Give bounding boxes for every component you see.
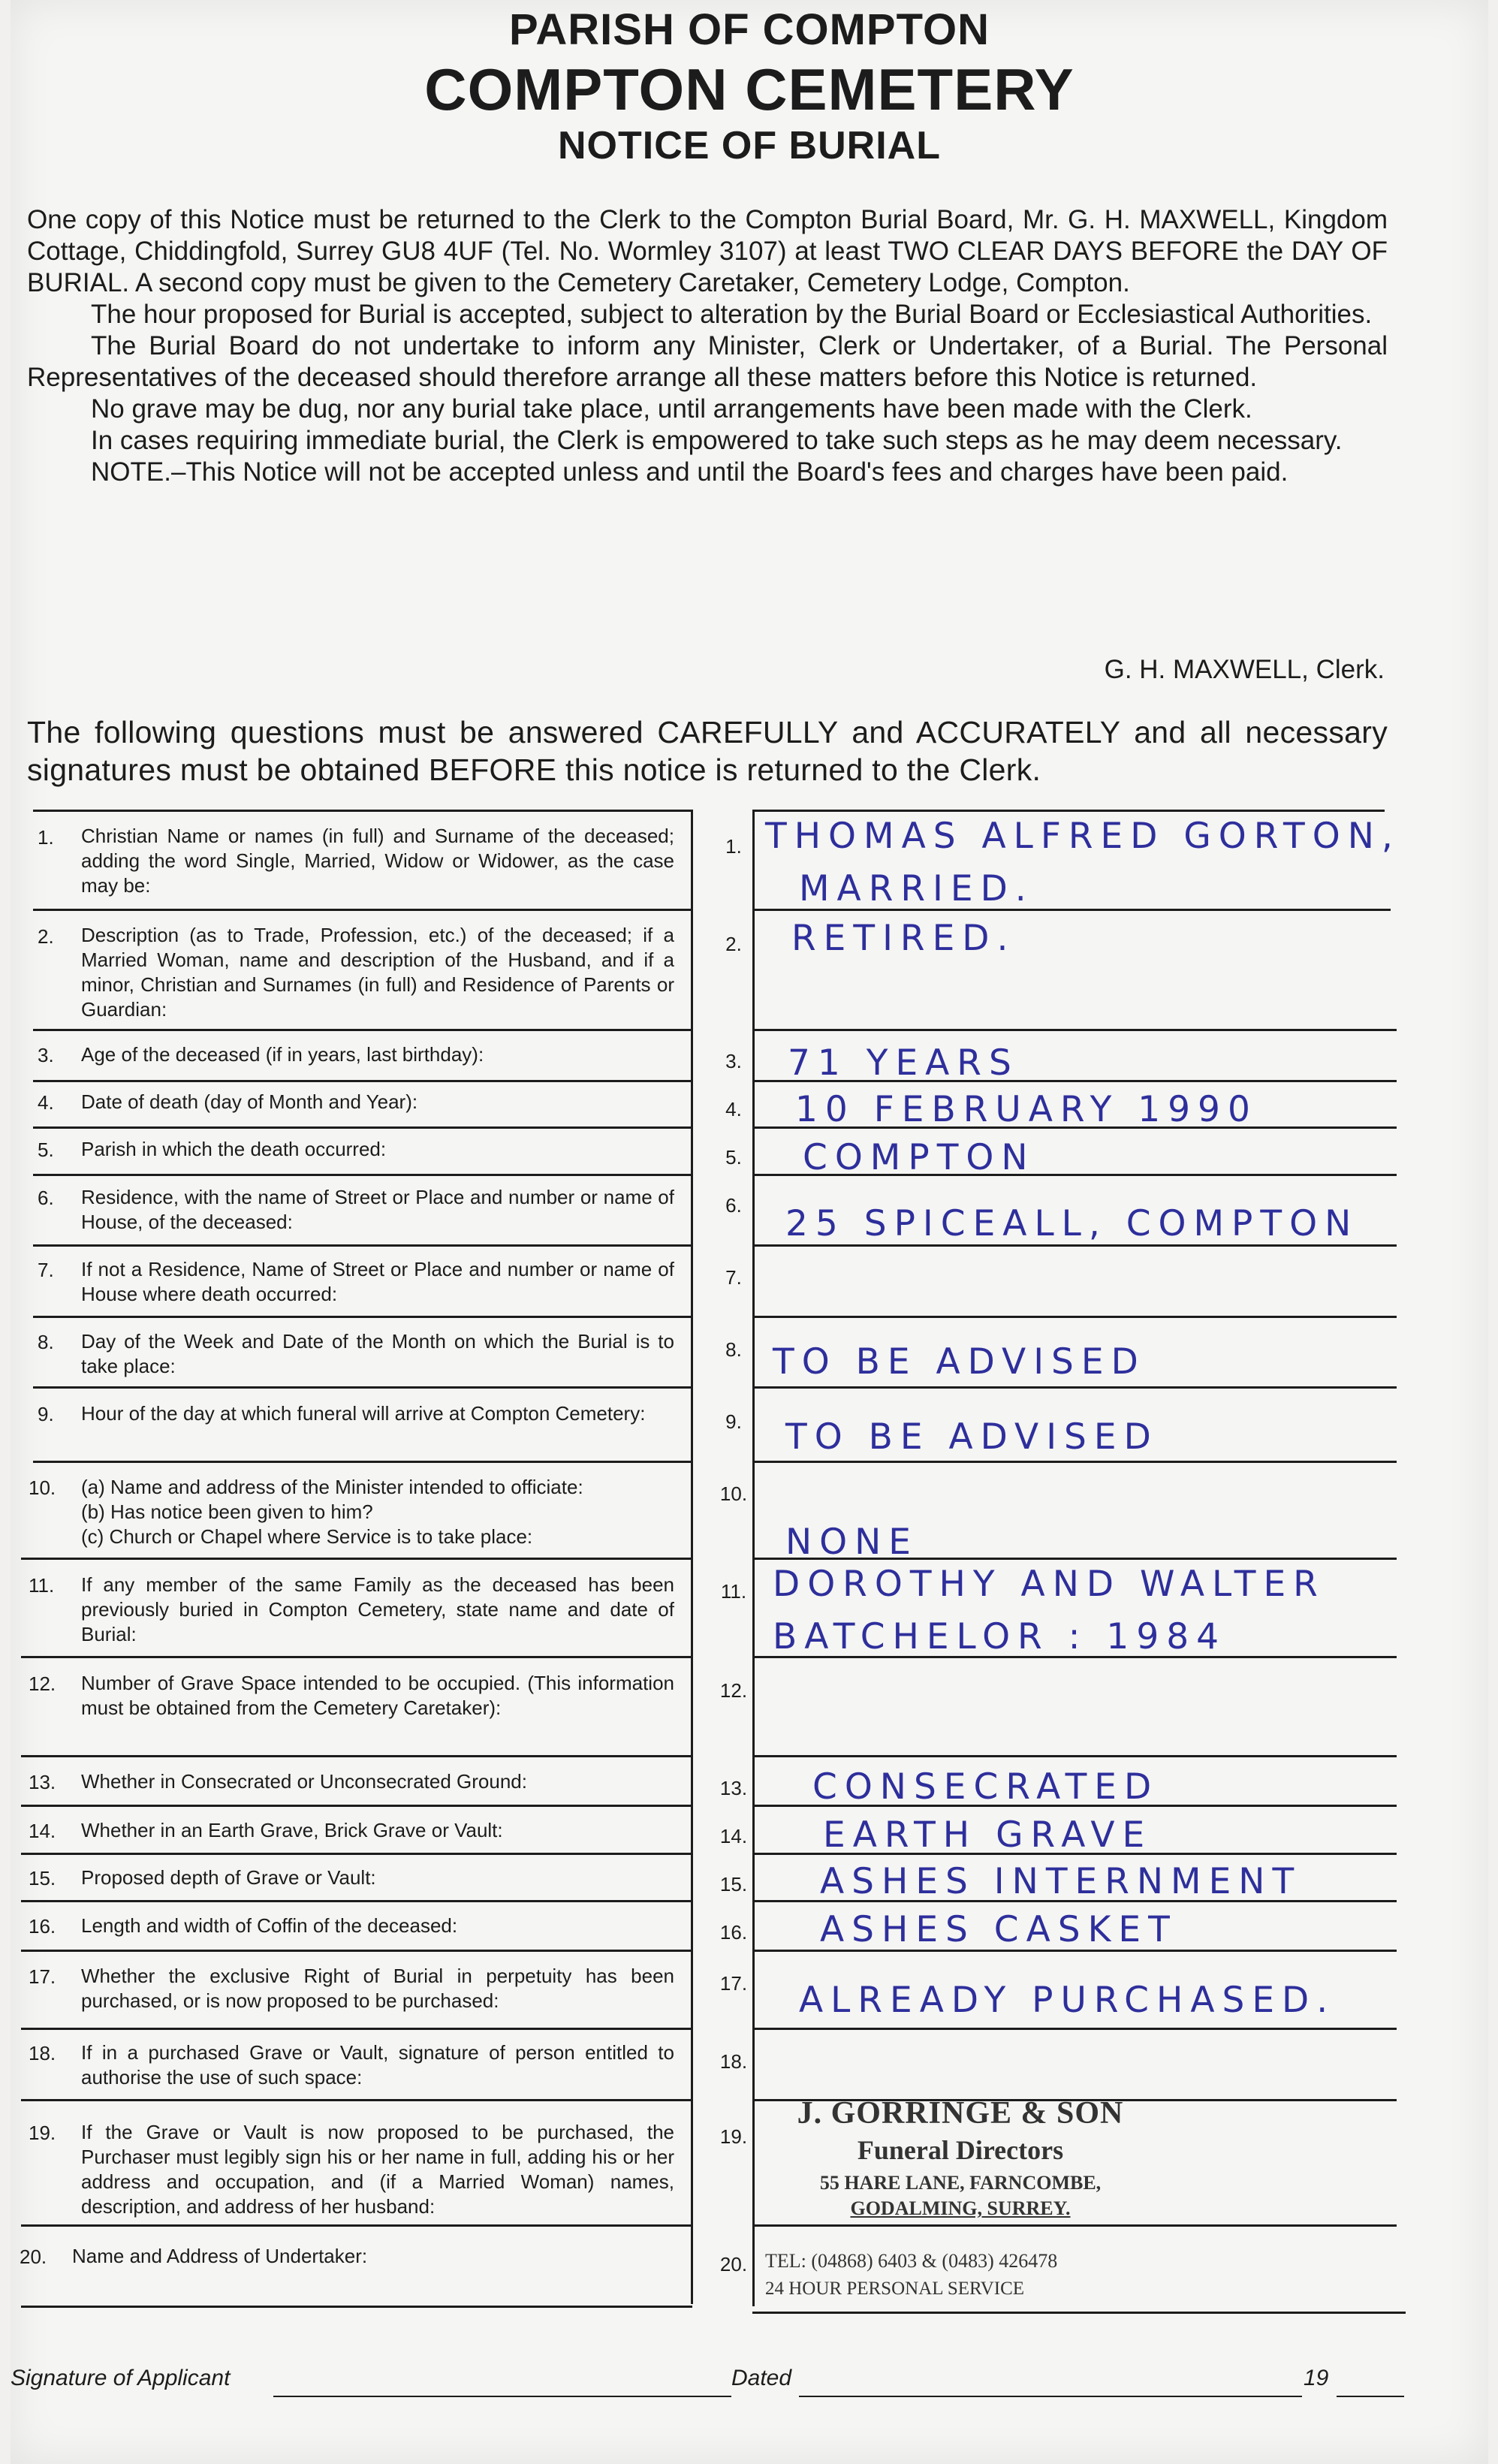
question-number: 1.: [38, 826, 54, 849]
answer-number: 5.: [725, 1146, 742, 1169]
answer-age[interactable]: 71 YEARS: [788, 1042, 1019, 1084]
answer-number: 3.: [725, 1050, 742, 1072]
row-line: [21, 2224, 692, 2227]
row-line: [33, 1461, 692, 1463]
question-number: 16.: [29, 1915, 56, 1938]
answer-coffin-size[interactable]: ASHES CASKET: [820, 1909, 1177, 1950]
questions-intro: The following questions must be answered CAREFULLY and ACCURATELY and all necessary signatures must be obtained BEFORE this notice is returned to the Clerk.: [27, 715, 1388, 787]
question-text: [81, 1475, 674, 1549]
question-number: 6.: [38, 1187, 54, 1209]
question-number: 2.: [38, 925, 54, 948]
answer-line: [752, 1029, 1397, 1031]
row-line: [21, 1900, 692, 1902]
answer-funeral-hour[interactable]: TO BE ADVISED: [785, 1416, 1159, 1458]
question-number: 8.: [38, 1331, 54, 1353]
row-line: [21, 2028, 692, 2030]
answer-grave-type[interactable]: EARTH GRAVE: [823, 1814, 1153, 1856]
year-prefix: 19: [1304, 2366, 1329, 2390]
answer-description[interactable]: RETIRED.: [791, 918, 1016, 959]
intro-paragraph: The hour proposed for Burial is accepted, subject to alteration by the Burial Board or Ecclesiastical Authorities.: [91, 300, 1373, 329]
question-subline: (c) Church or Chapel where Service is to take place:: [81, 1525, 533, 1548]
answer-number: 4.: [725, 1098, 742, 1120]
row-line: [33, 1386, 692, 1389]
row-line: [21, 2099, 692, 2101]
signature-line[interactable]: [273, 2396, 731, 2397]
row-line: [21, 2306, 692, 2308]
question-text: Description (as to Trade, Profession, etc.) of the deceased; if a Married Woman, name and description of the Husband, and if a minor, Christian and Surnames (in full) and Residence of Parents or Guardian:: [81, 924, 674, 1021]
question-text: If the Grave or Vault is now proposed to be purchased, the Purchaser must legibly sign his or her name in full, adding his or her address and occupation, and (if a Married Woman) names, description, and address of her husband:: [81, 2121, 674, 2218]
answer-number: 7.: [725, 1266, 742, 1289]
answer-number: 20.: [719, 2253, 748, 2276]
row-line: [33, 909, 692, 911]
intro-paragraph: No grave may be dug, nor any burial take place, until arrangements have been made with the Clerk.: [91, 394, 1252, 424]
question-number: 3.: [38, 1044, 54, 1066]
question-number: 10.: [29, 1476, 56, 1499]
answer-number: 19.: [719, 2125, 748, 2148]
row-line: [33, 1080, 692, 1082]
row-line: [21, 1805, 692, 1807]
answer-right-of-burial[interactable]: ALREADY PURCHASED.: [799, 1980, 1336, 2021]
question-subline: (b) Has notice been given to him?: [81, 1500, 373, 1523]
answer-deceased-name[interactable]: THOMAS ALFRED GORTON,: [765, 816, 1400, 857]
year-line[interactable]: [1337, 2396, 1404, 2397]
intro-text: [27, 204, 1388, 488]
intro-paragraph: In cases requiring immediate burial, the Clerk is empowered to take such steps as he may deem necessary.: [91, 426, 1343, 455]
row-line: [21, 1853, 692, 1855]
answer-number: 6.: [725, 1194, 742, 1217]
question-number: 20.: [20, 2245, 47, 2268]
answer-line: [752, 1461, 1397, 1463]
answer-number: 15.: [719, 1873, 748, 1896]
answer-number: 14.: [719, 1825, 748, 1847]
answer-grave-depth[interactable]: ASHES INTERNMENT: [820, 1861, 1302, 1902]
stamp-company-name: J. GORRINGE & SON: [797, 2096, 1124, 2131]
question-text: Christian Name or names (in full) and Surname of the deceased; adding the word Single, Married, Widow or Widower, as the case may be:: [81, 825, 674, 897]
question-text: Residence, with the name of Street or Place and number or name of House, of the deceased:: [81, 1186, 674, 1233]
answer-burial-date[interactable]: TO BE ADVISED: [773, 1341, 1146, 1383]
answer-number: 18.: [719, 2050, 748, 2073]
answer-number: 1.: [725, 835, 742, 858]
undertaker-stamp: [765, 2095, 1156, 2300]
answer-family-buried[interactable]: DOROTHY AND WALTER: [773, 1564, 1325, 1605]
answer-number: 11.: [720, 1580, 747, 1603]
answer-number: 10.: [719, 1482, 748, 1505]
answer-marital-status[interactable]: MARRIED.: [799, 868, 1034, 909]
row-line: [21, 1950, 692, 1952]
question-text: Day of the Week and Date of the Month on which the Burial is to take place:: [81, 1330, 674, 1377]
question-number: 5.: [38, 1139, 54, 1161]
stamp-address-line: GODALMING, SURREY.: [850, 2197, 1071, 2219]
question-text: Age of the deceased (if in years, last birthday):: [81, 1043, 484, 1066]
answer-number: 13.: [719, 1777, 748, 1799]
cemetery-title: COMPTON CEMETERY: [424, 56, 1075, 122]
question-text: If in a purchased Grave or Vault, signature of person entitled to authorise the use of such space:: [81, 2041, 674, 2089]
answer-number: 9.: [725, 1410, 742, 1433]
answer-parish[interactable]: COMPTON: [803, 1137, 1035, 1178]
answer-line: [752, 1316, 1397, 1318]
answer-number: 16.: [719, 1921, 748, 1944]
answer-line: [752, 2028, 1397, 2030]
answer-line: [752, 810, 1385, 812]
answer-line: [752, 1755, 1397, 1757]
question-number: 17.: [29, 1965, 56, 1988]
parish-title: PARISH OF COMPTON: [509, 5, 990, 54]
intro-paragraph: NOTE.–This Notice will not be accepted unless and until the Board's fees and charges have been paid.: [91, 457, 1289, 487]
answer-minister[interactable]: NONE: [785, 1522, 919, 1563]
answer-residence[interactable]: 25 SPICEALL, COMPTON: [785, 1203, 1359, 1244]
stamp-service: 24 HOUR PERSONAL SERVICE: [765, 2279, 1025, 2299]
answer-line: [752, 1244, 1397, 1247]
question-text: Number of Grave Space intended to be occupied. (This information must be obtained from the Cemetery Caretaker):: [81, 1672, 674, 1719]
question-number: 9.: [38, 1403, 54, 1425]
question-text: If not a Residence, Name of Street or Place and number or name of House where death occurred:: [81, 1258, 674, 1305]
question-number: 13.: [29, 1771, 56, 1793]
answer-number: 17.: [719, 1972, 748, 1995]
answer-number: 12.: [719, 1679, 748, 1702]
question-text: Parish in which the death occurred:: [81, 1138, 387, 1160]
answer-number: 8.: [725, 1338, 742, 1361]
answer-ground[interactable]: CONSECRATED: [812, 1766, 1159, 1808]
question-number: 15.: [29, 1867, 56, 1889]
signature-label: Signature of Applicant: [11, 2366, 231, 2390]
question-number: 19.: [29, 2122, 56, 2144]
answer-number: 2.: [725, 933, 742, 955]
row-line: [33, 810, 692, 812]
row-line: [21, 1755, 692, 1757]
row-line: [33, 1126, 692, 1129]
intro-paragraph: The Burial Board do not undertake to inform any Minister, Clerk or Undertaker, of a Burial. The Personal Representatives of the deceased should therefore arrange all these matters before this Notice is returned.: [27, 331, 1388, 392]
question-text: Whether in an Earth Grave, Brick Grave or Vault:: [81, 1819, 503, 1841]
row-line: [33, 1174, 692, 1176]
stamp-telephone: TEL: (04868) 6403 & (0483) 426478: [765, 2250, 1058, 2272]
row-line: [33, 1316, 692, 1318]
question-text: Length and width of Coffin of the deceased:: [81, 1914, 458, 1937]
question-text: If any member of the same Family as the deceased has been previously buried in Compton Cemetery, state name and date of Burial:: [81, 1573, 674, 1645]
row-line: [33, 1244, 692, 1247]
question-text: Proposed depth of Grave or Vault:: [81, 1866, 376, 1889]
question-number: 11.: [29, 1574, 55, 1597]
answer-line: [752, 1386, 1397, 1389]
question-text: Date of death (day of Month and Year):: [81, 1090, 418, 1113]
stamp-address-line: 55 HARE LANE, FARNCOMBE,: [819, 2172, 1102, 2194]
row-line: [33, 1029, 692, 1031]
intro-paragraph: One copy of this Notice must be returned to the Clerk to the Compton Burial Board, Mr. G. H. MAXWELL, Kingdom Cottage, Chiddingfold, Surrey GU8 4UF (Tel. No. Wormley 3107) at least TWO CLEAR DAYS BEFORE the DAY OF BURIAL. A second copy must be given to the Cemetery Caretaker, Cemetery Lodge, Compton.: [27, 205, 1388, 297]
row-line: [21, 1558, 692, 1560]
dated-label: Dated: [731, 2366, 792, 2390]
dated-line[interactable]: [799, 2396, 1302, 2397]
stamp-trade: Funeral Directors: [857, 2135, 1064, 2165]
left-table-border: [691, 810, 693, 2304]
question-number: 7.: [38, 1259, 54, 1281]
question-number: 14.: [29, 1820, 56, 1842]
question-number: 12.: [29, 1672, 56, 1695]
question-text: Whether the exclusive Right of Burial in perpetuity has been purchased, or is now proposed to be purchased:: [81, 1965, 674, 2012]
answer-line: [752, 2312, 1406, 2314]
answer-date-of-death[interactable]: 10 FEBRUARY 1990: [795, 1089, 1258, 1130]
question-number: 18.: [29, 2042, 56, 2064]
clerk-signature: G. H. MAXWELL, Clerk.: [1104, 655, 1385, 684]
question-number: 4.: [38, 1091, 54, 1114]
question-text: Hour of the day at which funeral will arrive at Compton Cemetery:: [81, 1402, 646, 1425]
notice-title: NOTICE OF BURIAL: [558, 124, 941, 167]
question-text: Whether in Consecrated or Unconsecrated Ground:: [81, 1770, 527, 1793]
question-subline: (a) Name and address of the Minister intended to officiate:: [81, 1476, 583, 1498]
question-text: Name and Address of Undertaker:: [72, 2245, 368, 2267]
row-line: [21, 1656, 692, 1658]
answer-family-buried-date[interactable]: BATCHELOR : 1984: [773, 1616, 1227, 1657]
burial-notice-form: [11, 0, 1488, 2464]
